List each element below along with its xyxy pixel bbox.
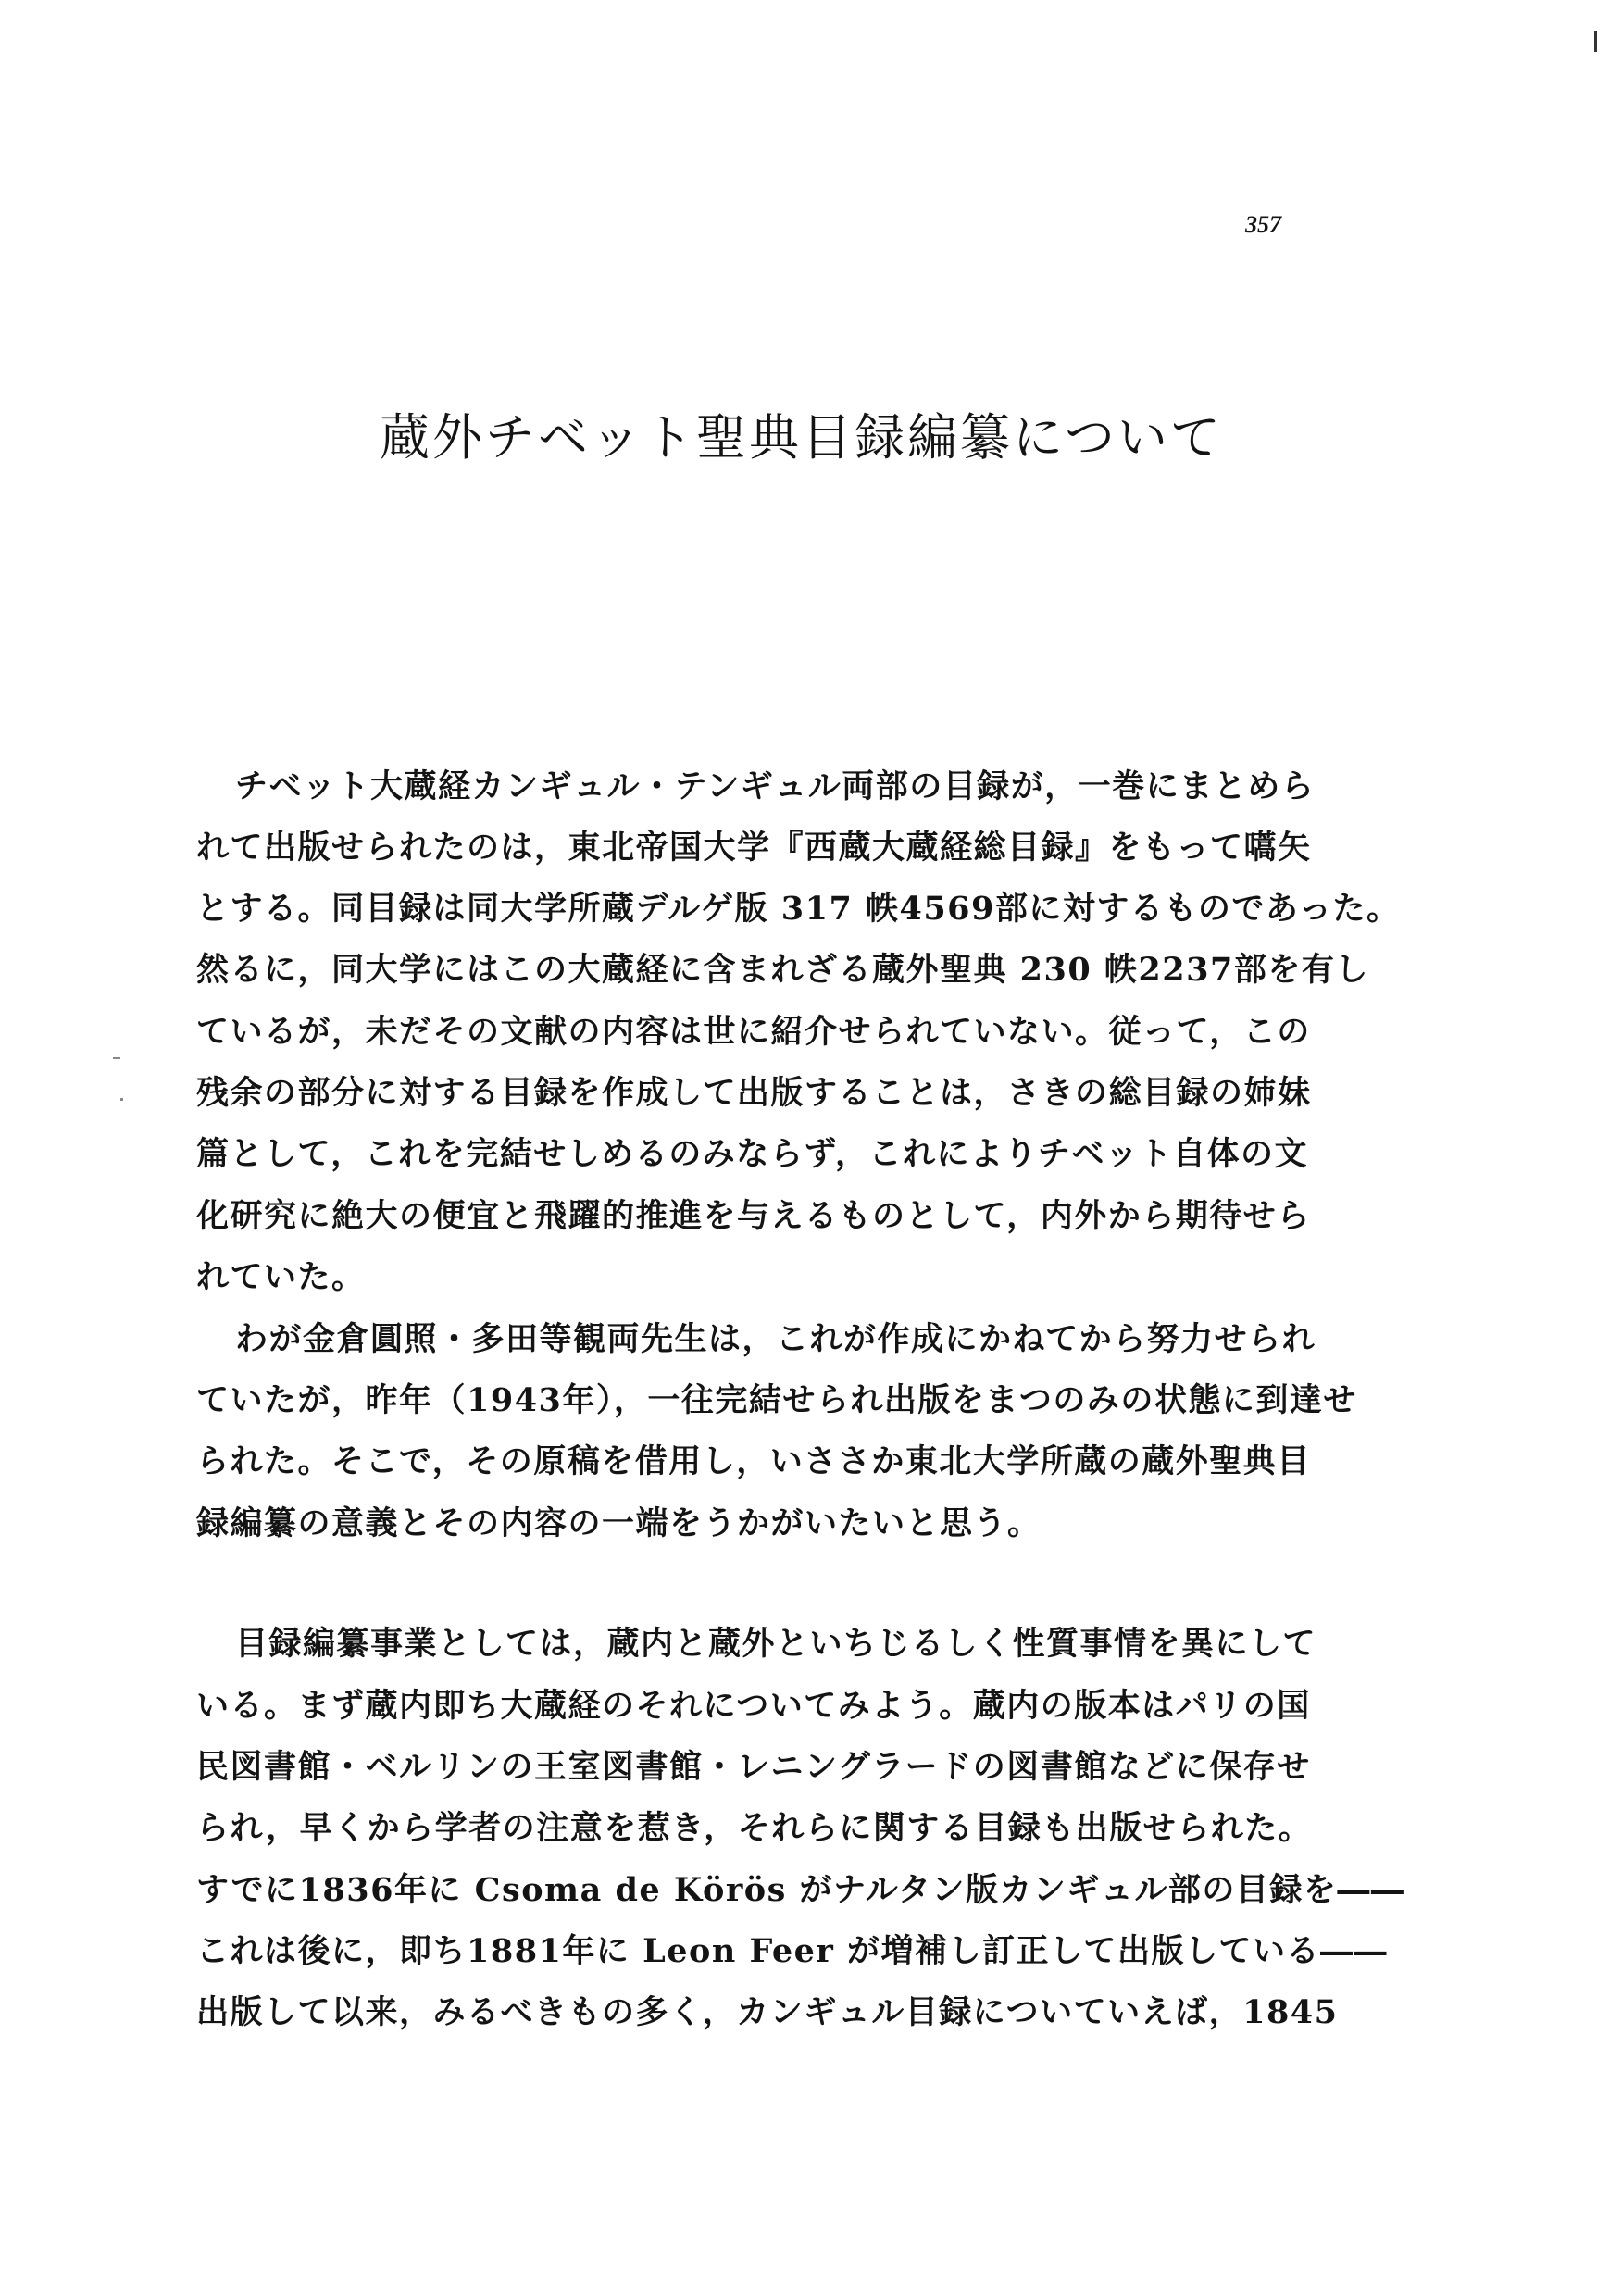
text-line: 篇として，これを完結せしめるのみならず，これによりチベット自体の文 [196,1135,1309,1173]
text-line: れて出版せられたのは，東北帝国大学『西蔵大蔵経総目録』をもって嚆矢 [196,829,1312,867]
text-line: 民図書館・ベルリンの王室図書館・レニングラードの図書館などに保存せ [196,1748,1311,1786]
text-line: 目録編纂事業としては，蔵内と蔵外といちじるしく性質事情を異にして [235,1625,1317,1663]
text-line: すでに1836年に Csoma de Körös がナルタン版カンギュル部の目録を―― [196,1871,1405,1909]
text-line: 出版して以来，みるべきもの多く，カンギュル目録についていえば，1845 [196,1993,1339,2031]
text-line: 化研究に絶大の便宜と飛躍的推進を与えるものとして，内外から期待せら [196,1197,1311,1235]
text-line: 残余の部分に対する目録を作成して出版することは，さきの総目録の姉妹 [196,1074,1312,1112]
text-line: これは後に，即ち1881年に Leon Feer が増補し訂正して出版している―― [196,1932,1389,1970]
text-line: れていた。 [196,1258,366,1296]
text-line: わが金倉圓照・多田等観両先生は，これが作成にかねてから努力せられ [235,1320,1316,1358]
text-line: ているが，未だその文献の内容は世に紹介せられていない。従って，この [196,1013,1311,1051]
page-number: 357 [1245,211,1281,238]
text-line: られた。そこで，その原稿を借用し，いささか東北大学所蔵の蔵外聖典目 [196,1442,1311,1480]
text-line: 然るに，同大学にはこの大蔵経に含まれざる蔵外聖典 230 帙2237部を有し [196,951,1369,989]
scan-speck [1594,31,1597,52]
scan-speck [113,1057,120,1059]
page-title: 蔵外チベット聖典目録編纂について [380,408,1223,467]
text-line: チベット大蔵経カンギュル・テンギュル両部の目録が，一巻にまとめら [235,767,1316,805]
text-line: ていたが，昨年（1943年），一往完結せられ出版をまつのみの状態に到達せ [196,1381,1357,1419]
text-line: いる。まず蔵内即ち大蔵経のそれについてみよう。蔵内の版本はパリの国 [196,1687,1311,1725]
text-line: とする。同目録は同大学所蔵デルゲ版 317 帙4569部に対するものであった。 [196,890,1401,928]
scan-speck [120,1098,123,1101]
text-line: られ，早くから学者の注意を惹き，それらに関する目録も出版せられた。 [196,1809,1313,1847]
text-line: 録編纂の意義とその内容の一端をうかがいたいと思う。 [196,1504,1042,1542]
